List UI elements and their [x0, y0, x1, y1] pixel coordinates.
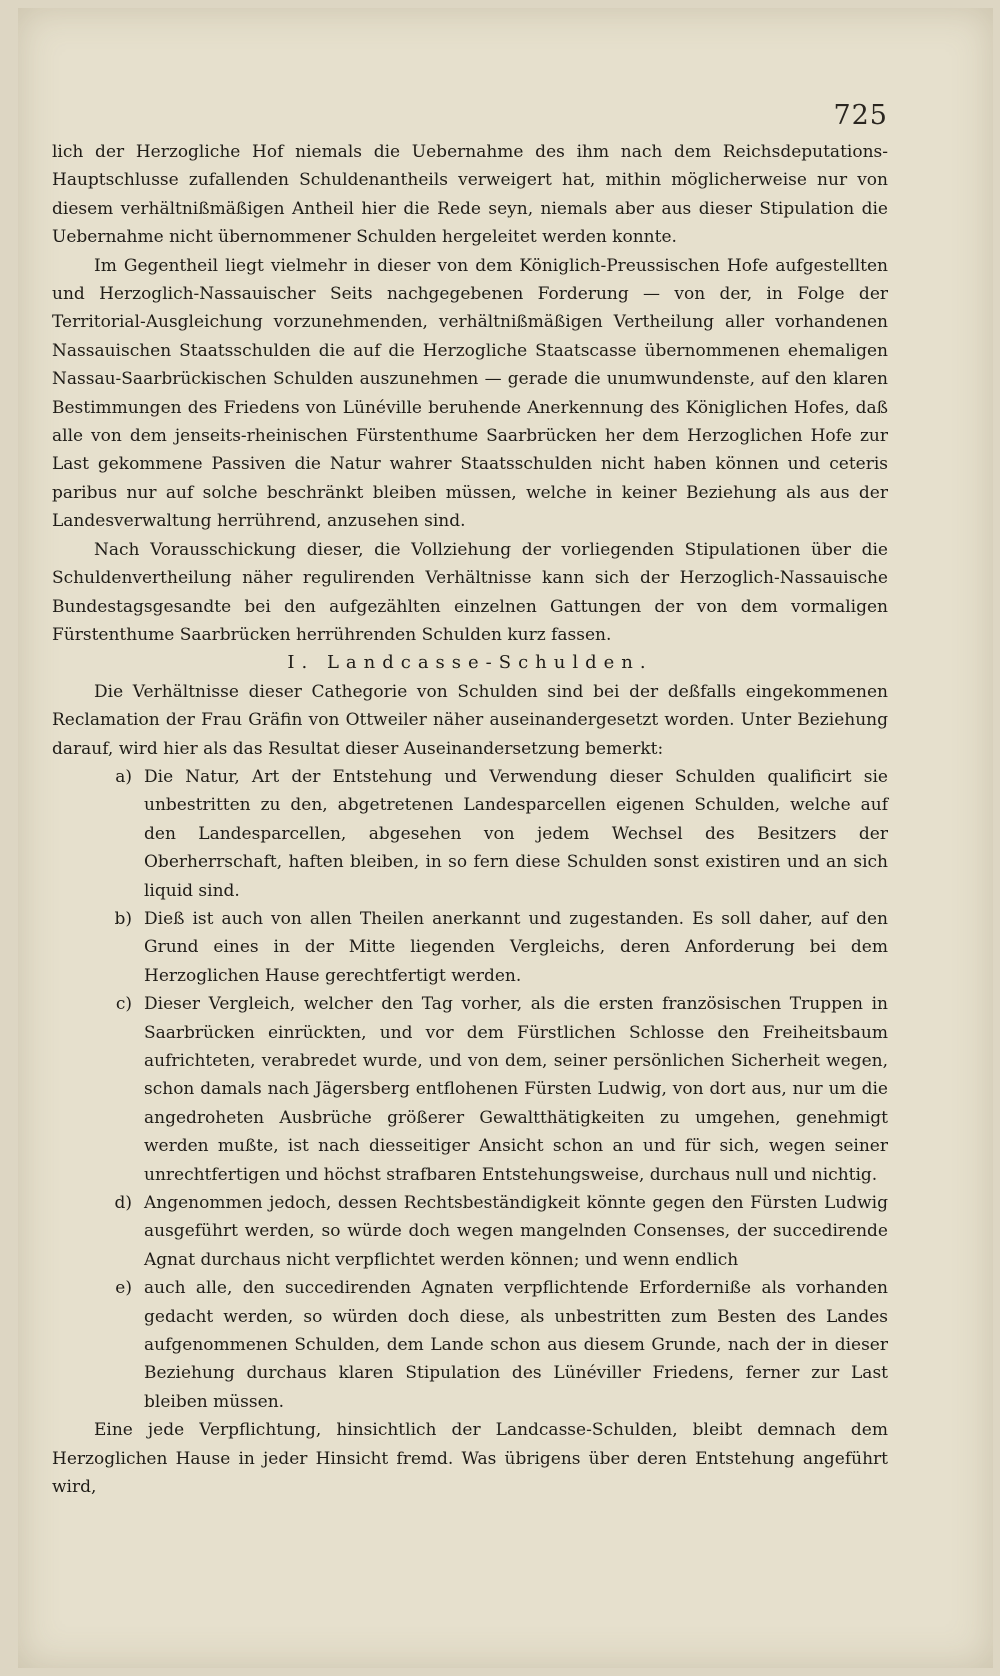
body-text — [52, 138, 888, 1502]
list-item-text: auch alle, den succedirenden Agnaten verpflichtende Erforderniße als vorhanden gedacht werden, so würden doch diese, als unbestritten zum Besten des Landes aufgenommenen Schulden, dem Lande schon aus diesem Grunde, nach der in dieser Beziehung durchaus klaren Stipulation des Lünéviller Friedens, ferner zur Last bleiben müssen. — [144, 1278, 888, 1412]
list-item-c — [52, 990, 888, 1189]
list-item-text: Dieser Vergleich, welcher den Tag vorher, als die ersten französischen Truppen in Saarbrücken einrückten, und vor dem Fürstlichen Schlosse den Freiheitsbaum aufrichteten, verabredet wurde, und von dem, seiner persönlichen Sicherheit wegen, schon damals nach Jägersberg entflohenen Fürsten Ludwig, von dort aus, nur um die angedroheten Ausbrüche größerer Gewaltthätigkeiten zu umgehen, genehmigt werden mußte, ist nach diesseitiger Ansicht schon an und für sich, wegen seiner unrechtfertigen und höchst strafbaren Entstehungsweise, durchaus null und nichtig. — [144, 994, 888, 1185]
list-item-text: Die Natur, Art der Entstehung und Verwendung dieser Schulden qualificirt sie unbestritten zu den, abgetretenen Landesparcellen eigenen Schulden, welche auf den Landesparcellen, abgesehen von jedem Wechsel des Besitzers der Oberherrschaft, haften bleiben, in so fern diese Schulden sonst existiren und an sich liquid sind. — [144, 766, 888, 901]
list-item-label: a) — [115, 766, 132, 787]
list-item-text: Dieß ist auch von allen Theilen anerkannt und zugestanden. Es soll daher, auf den Grund eines in der Mitte liegenden Vergleichs, deren Anforderung bei dem Herzoglichen Hause gerechtfertigt werden. — [144, 908, 888, 986]
list-item-label: b) — [114, 908, 132, 929]
list-item-label: d) — [114, 1193, 132, 1214]
paragraph-4: Die Verhältnisse dieser Cathegorie von Schulden sind bei der deßfalls eingekommenen Reclamation der Frau Gräfin von Ottweiler näher auseinandergesetzt worden. Unter Beziehung darauf, wird hier als das Resultat dieser Auseinandersetzung bemerkt: — [52, 681, 888, 759]
section-heading: I. Landcasse-Schulden. — [287, 652, 653, 674]
paragraph-2: Im Gegentheil liegt vielmehr in dieser von dem Königlich-Preussischen Hofe aufgestellten und Herzoglich-Nassauischer Seits nachgegebenen Forderung — von der, in Folge der Territorial-Ausgleichung vorzunehmenden, verhältnißmäßigen Vertheilung aller vorhandenen Nassauischen Staatsschulden die auf die Herzogliche Staatscasse übernommenen ehemaligen Nassau-Saarbrückischen Schulden auszunehmen — gerade die unumwundenste, auf den klaren Bestimmungen des Friedens von Lünéville beruhende Anerkennung des Königlichen Hofes, daß alle von dem jenseits-rheinischen Fürstenthume Saarbrücken her dem Herzoglichen Hofe zur Last gekommene Passiven die Natur wahrer Staatsschulden nicht haben können und ceteris paribus nur auf solche beschränkt bleiben müssen, welche in keiner Beziehung als aus der Landesverwaltung herrührend, anzusehen sind. — [52, 255, 888, 532]
list-item-text: Angenommen jedoch, dessen Rechtsbeständigkeit könnte gegen den Fürsten Ludwig ausgeführt werden, so würde doch wegen mangelnden Consenses, der succedirende Agnat durchaus nicht verpflichtet werden können; und wenn endlich — [144, 1193, 888, 1270]
paragraph-3: Nach Vorausschickung dieser, die Vollziehung der vorliegenden Stipulationen über die Schuldenvertheilung näher regulirenden Verhältnisse kann sich der Herzoglich-Nassauische Bundestagsgesandte bei den aufgezählten einzelnen Gattungen der von dem vormaligen Fürstenthume Saarbrücken herrührenden Schulden kurz fassen. — [52, 539, 888, 645]
page-number: 725 — [833, 100, 888, 131]
list-item-d — [52, 1189, 888, 1274]
list-item-a — [52, 763, 888, 905]
paragraph-5: Eine jede Verpflichtung, hinsichtlich der Landcasse-Schulden, bleibt demnach dem Herzoglichen Hause in jeder Hinsicht fremd. Was übrigens über deren Entstehung angeführt wird, — [52, 1420, 888, 1498]
list-item-label: e) — [115, 1278, 132, 1299]
paragraph-1: lich der Herzogliche Hof niemals die Uebernahme des ihm nach dem Reichsdeputations-Hauptschlusse zufallenden Schuldenantheils verweigert hat, mithin möglicherweise nur von diesem verhältnißmäßigen Antheil hier die Rede seyn, niemals aber aus dieser Stipulation die Uebernahme nicht übernommener Schulden hergeleitet werden konnte. — [52, 142, 888, 248]
list-item-label: c) — [115, 994, 132, 1015]
list-item-e — [52, 1274, 888, 1416]
list-item-b — [52, 905, 888, 990]
